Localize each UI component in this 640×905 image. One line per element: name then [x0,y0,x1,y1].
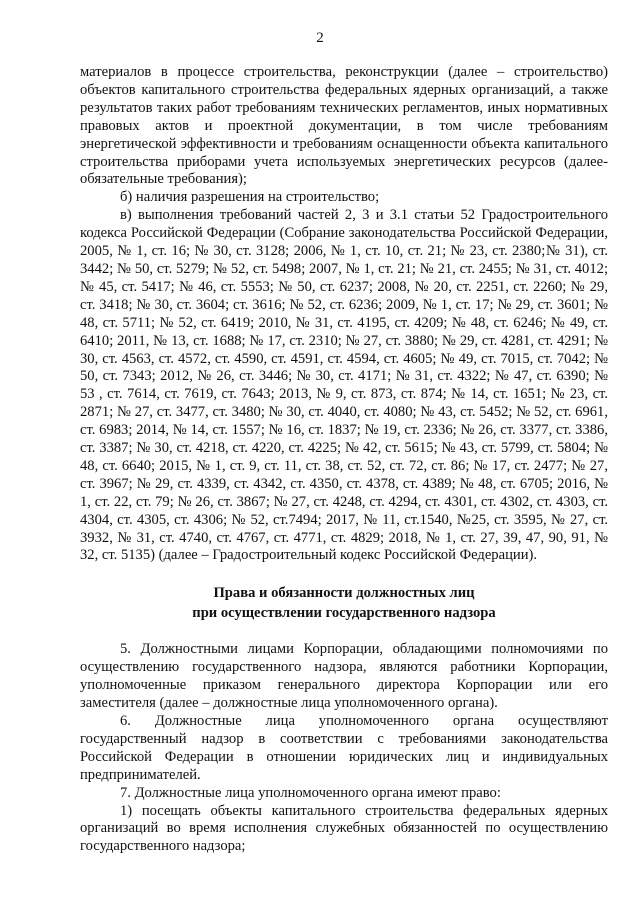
section-heading [80,583,608,623]
section-heading-line1: Права и обязанности должностных лиц [213,585,475,602]
section-heading-line2: при осуществлении государственного надзора [192,605,496,622]
item-v-paragraph: в) выполнения требований частей 2, 3 и 3.1 статьи 52 Градостроительного кодекса Российской Федерации (Собрание законодательства Российской Федерации, 2005, № 1, ст. 16; № 30, ст. 3128; 2006, № 1, ст. 10, ст. 21; № 23, ст. 2380;№ 31), ст. 3442; № 50, ст. 5279; № 52, ст. 5498; 2007, № 1, ст. 21; № 21, ст. 2455; № 31, ст. 4012; № 45, ст. 5417; № 46, ст. 5553; № 50, ст. 6237; 2008, № 20, ст. 2251, ст. 2260; № 29, ст. 3418; № 30, ст. 3604; ст. 3616; № 52, ст. 6236; 2009, № 1, ст. 17; № 29, ст. 3601; № 48, ст. 5711; № 52, ст. 6419; 2010, № 31, ст. 4195, ст. 4209; № 48, ст. 6246; № 49, ст. 6410; 2011, № 13, ст. 1688; № 17, ст. 2310; № 27, ст. 3880; № 29, ст. 4281, ст. 4291; № 30, ст. 4563, ст. 4572, ст. 4590, ст. 4591, ст. 4594, ст. 4605; № 49, ст. 7015, ст. 7042; № 50, ст. 7343; 2012, № 26, ст. 3446; № 30, ст. 4171; № 31, ст. 4322; № 47, ст. 6390; № 53 , ст. 7614, ст. 7619, ст. 7643; 2013, № 9, ст. 873, ст. 874; № 14, ст. 1651; № 23, ст. 2871; № 27, ст. 3477, ст. 3480; № 30, ст. 4040, ст. 4080; № 43, ст. 5452; № 52, ст. 6961, ст. 6983; 2014, № 14, ст. 1557; № 16, ст. 1837; № 19, ст. 2336; № 26, ст. 3377, ст. 3386, ст. 3387; № 30, ст. 4218, ст. 4220, ст. 4225; № 42, ст. 5615; № 43, ст. 5799, ст. 5804; № 48, ст. 6640; 2015, № 1, ст. 9, ст. 11, ст. 38, ст. 52, ст. 72, ст. 86; № 17, ст. 2477; № 27, ст. 3967; № 29, ст. 4339, ст. 4342, ст. 4350, ст. 4378, ст. 4389; № 48, ст. 6705; 2016, № 1, ст. 22, ст. 79; № 26, ст. 3867; № 27, ст. 4248, ст. 4294, ст. 4301, ст. 4302, ст. 4303, ст. 4304, ст. 4305, ст. 4306; № 52, ст.7494; 2017, № 11, ст.1540, №25, ст. 3595, № 27, ст. 3932, № 31, ст. 4740, ст. 4767, ст. 4771, ст. 4829; 2018, № 1, ст. 27, 39, 47, 90, 91, № 32, ст. 5135) (далее – Градостроительный кодекс Российской Федерации). [80,207,608,564]
document-body [80,64,608,856]
clause-7: 7. Должностные лица уполномоченного органа имеют право: [120,784,501,801]
clause-7-1: 1) посещать объекты капитального строительства федеральных ядерных организаций во время исполнения служебных обязанностей по осуществлению государственного надзора; [80,802,608,855]
page-number: 2 [316,30,324,46]
clause-6: 6. Должностные лица уполномоченного органа осуществляют государственный надзор в соответствии с требованиями законодательства Российской Федерации в отношении юридических лиц и индивидуальных предпринимателей. [80,713,608,783]
intro-paragraph: материалов в процессе строительства, реконструкции (далее – строительство) объектов капитального строительства федеральных ядерных организаций, а также результатов таких работ требованиям технических регламентов, иных нормативных правовых актов и проектной документации, в том числе требованиям энергетической эффективности и требованиям оснащенности объекта капитального строительства приборами учета используемых энергетических ресурсов (далее-обязательные требования); [80,64,608,188]
clause-5: 5. Должностными лицами Корпорации, обладающими полномочиями по осуществлению государственного надзора, являются работники Корпорации, уполномоченные приказом генерального директора Корпорации или его заместителя (далее – должностные лица уполномоченного органа). [80,641,608,712]
item-b-paragraph: б) наличия разрешения на строительство; [120,189,380,206]
